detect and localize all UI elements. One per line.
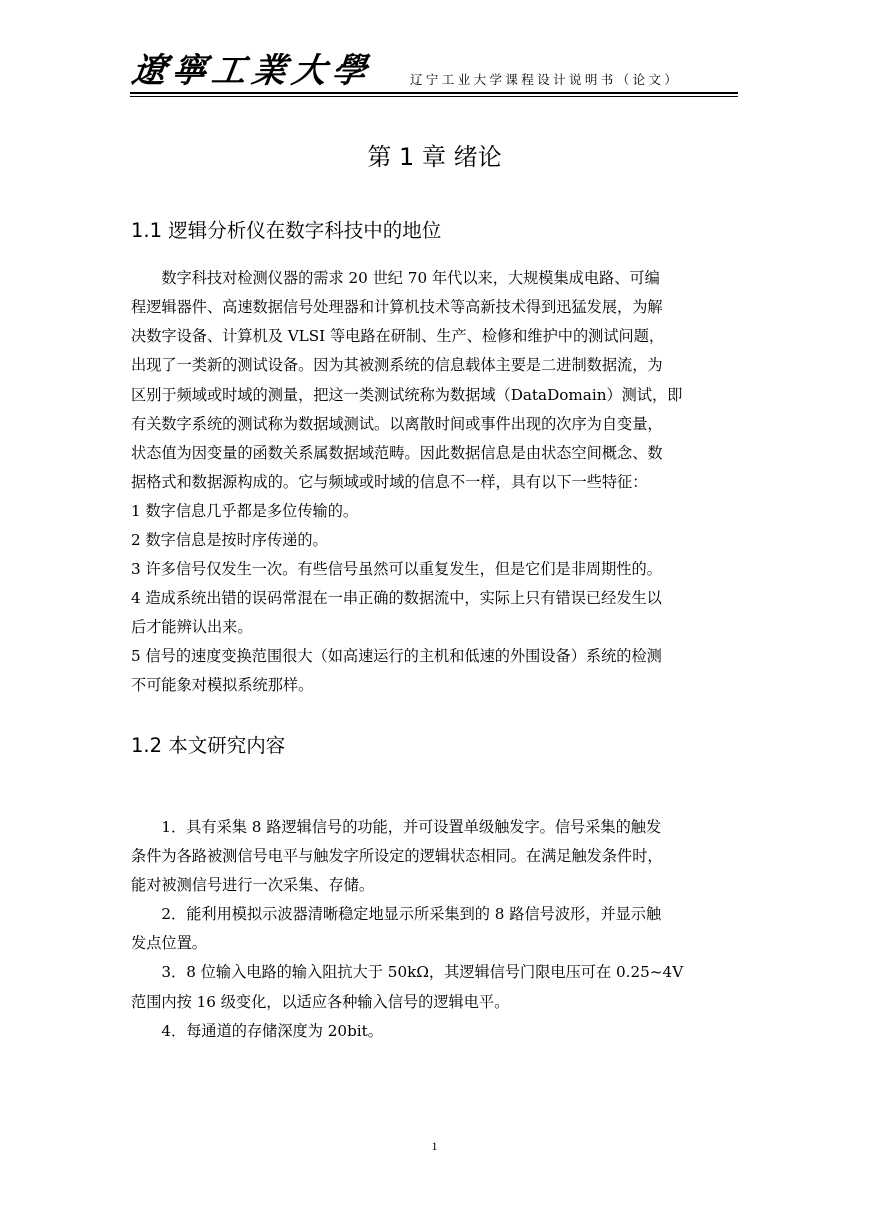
section-1-1-heading: 1.1 逻辑分析仪在数字科技中的地位 [131,219,442,242]
feature-item-5: 5 信号的速度变换范围很大（如高速运行的主机和低速的外围设备）系统的检测 [131,647,662,665]
content-item-3: 3．8 位输入电路的输入阻抗大于 50kΩ，其逻辑信号门限电压可在 0.25~4V [131,963,684,981]
feature-item-4-cont: 后才能辨认出来。 [131,618,253,636]
paragraph-line: 据格式和数据源构成的。它与频域或时域的信息不一样，具有以下一些特征： [131,473,648,491]
paragraph-line: 区别于频域或时域的测量，把这一类测试统称为数据域（DataDomain）测试，即 [131,386,683,404]
content-item-1-cont: 条件为各路被测信号电平与触发字所设定的逻辑状态相同。在满足触发条件时， [131,847,663,865]
header-title: 辽宁工业大学课程设计说明书（论文） [410,72,681,87]
feature-item-1: 1 数字信息几乎都是多位传输的。 [131,502,359,520]
chapter-title: 第 1 章 绪论 [367,143,502,171]
content-item-1: 1．具有采集 8 路逻辑信号的功能，并可设置单级触发字。信号采集的触发 [131,818,662,836]
paragraph-line: 状态值为因变量的函数关系属数据域范畴。因此数据信息是由状态空间概念、数 [131,444,663,462]
feature-item-2: 2 数字信息是按时序传递的。 [131,531,328,549]
header-rule-thin [130,96,738,97]
paragraph-line: 有关数字系统的测试称为数据域测试。以离散时间或事件出现的次序为自变量， [131,415,663,433]
content-item-2: 2．能利用模拟示波器清晰稳定地显示所采集到的 8 路信号波形，并显示触 [131,905,662,923]
university-logo: 遼寧工業大學 [129,51,375,91]
feature-item-3: 3 许多信号仅发生一次。有些信号虽然可以重复发生，但是它们是非周期性的。 [131,560,662,578]
feature-item-5-cont: 不可能象对模拟系统那样。 [131,676,314,694]
content-item-4: 4．每通道的存储深度为 20bit。 [131,1022,383,1040]
header-rule-thick [130,92,738,94]
content-item-3-cont: 范围内按 16 级变化，以适应各种输入信号的逻辑电平。 [131,993,510,1011]
paragraph-line: 数字科技对检测仪器的需求 20 世纪 70 年代以来，大规模集成电路、可编 [131,269,660,287]
paragraph-line: 程逻辑器件、高速数据信号处理器和计算机技术等高新技术得到迅猛发展，为解 [131,298,663,316]
section-1-2-heading: 1.2 本文研究内容 [131,734,286,757]
paragraph-line: 决数字设备、计算机及 VLSI 等电路在研制、生产、检修和维护中的测试问题， [131,327,665,345]
content-item-2-cont: 发点位置。 [131,934,207,952]
feature-item-4: 4 造成系统出错的误码常混在一串正确的数据流中，实际上只有错误已经发生以 [131,589,662,607]
page-number: 1 [431,1139,438,1153]
content-item-1-cont: 能对被测信号进行一次采集、存储。 [131,876,374,894]
paragraph-line: 出现了一类新的测试设备。因为其被测系统的信息载体主要是二进制数据流，为 [131,356,663,374]
